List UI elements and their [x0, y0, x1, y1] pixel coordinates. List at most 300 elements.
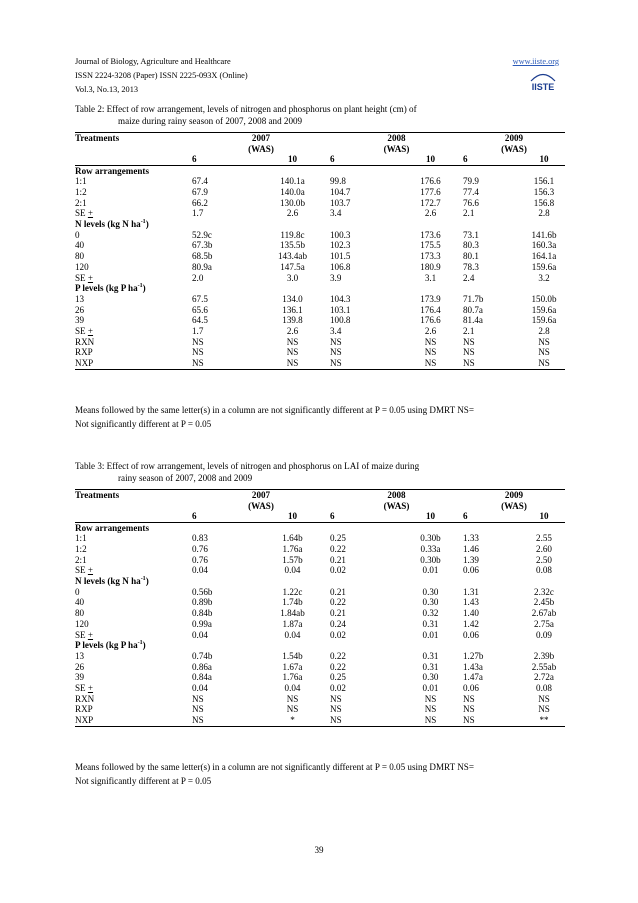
table-cell: 0.06 — [463, 629, 479, 640]
logo-arc — [531, 75, 555, 82]
table-cell: 0.22 — [330, 650, 346, 661]
table-cell: 143.4ab — [277, 251, 308, 262]
table-cell: 2.6 — [286, 208, 299, 219]
year-header-2009: 2009 — [463, 490, 565, 501]
week-10-header: 10 — [523, 511, 565, 522]
row-label: 2:1 — [75, 197, 87, 208]
journal-volume: Vol.3, No.13, 2013 — [75, 85, 138, 94]
plus-minus-sign: + — [87, 629, 94, 640]
table-cell: 67.4 — [192, 176, 208, 187]
table-cell: 2.8 — [538, 208, 550, 219]
section-row — [75, 576, 565, 587]
table-cell: 177.6 — [420, 186, 441, 197]
table-cell: 52.9c — [192, 229, 212, 240]
table-cell: 2.1 — [463, 208, 475, 219]
table-cell: 0.08 — [536, 565, 552, 576]
table-cell: 0.21 — [330, 554, 346, 565]
year-header-2008: 2008 — [330, 133, 463, 144]
row-label: RXN — [75, 693, 95, 704]
table-cell: NS — [255, 358, 330, 369]
row-label: 26 — [75, 304, 85, 315]
table-row — [75, 587, 565, 598]
section-row — [75, 522, 565, 533]
table-cell: 0.30b — [420, 533, 441, 544]
table-row — [75, 230, 565, 241]
table-cell: NS — [330, 704, 342, 715]
table-cell: NS — [424, 336, 437, 347]
section-title: N levels (kg N $ha^{-1}$) — [75, 218, 149, 230]
table-cell: 1.67a — [282, 661, 303, 672]
row-label: RXN — [75, 336, 95, 347]
row-label: 2:1 — [75, 554, 87, 565]
table-cell: 159.6a — [531, 261, 557, 272]
table-cell: NS — [286, 704, 299, 715]
table-cell: 3.0 — [286, 272, 299, 283]
row-label: RXP — [75, 347, 93, 358]
table-cell: 0.76 — [192, 554, 208, 565]
table-cell: 106.8 — [330, 261, 351, 272]
table-cell: 0.04 — [284, 683, 301, 694]
table-cell: NS — [538, 693, 550, 704]
table-cell: 173.3 — [420, 251, 441, 262]
table-row — [75, 337, 565, 348]
table-row — [75, 683, 565, 694]
table-cell: 0.84a — [192, 672, 212, 683]
table-cell: 1.33 — [463, 533, 479, 544]
row-label: SE + — [75, 208, 94, 219]
table-cell: 2.6 — [286, 326, 299, 337]
row-label: SE + — [75, 629, 94, 640]
table-cell: 130.0b — [279, 197, 305, 208]
table-cell: 100.8 — [330, 315, 351, 326]
table3-footnote — [75, 760, 565, 788]
table-cell: 0.06 — [463, 683, 479, 694]
table-row — [75, 672, 565, 683]
table-row — [75, 597, 565, 608]
plus-minus-sign: + — [87, 272, 94, 283]
table-cell: 0.04 — [192, 683, 208, 694]
table-row — [75, 619, 565, 630]
was-label: (WAS) — [248, 500, 274, 511]
table-cell: 0.99a — [192, 618, 212, 629]
table-cell: 0.01 — [422, 565, 439, 576]
table-cell: NS — [192, 358, 255, 369]
table-cell: 159.6a — [531, 315, 557, 326]
table-cell: NS — [192, 715, 255, 726]
table-cell: 147.5a — [280, 261, 305, 272]
table-cell: 164.1a — [531, 251, 557, 262]
table-cell: NS — [463, 336, 475, 347]
iiste-logo — [528, 68, 558, 94]
table-cell: 176.6 — [420, 315, 441, 326]
table-cell: 0.04 — [284, 565, 301, 576]
table-cell: 102.3 — [330, 240, 351, 251]
table-cell: 67.5 — [192, 293, 208, 304]
table-cell: 2.6 — [424, 208, 437, 219]
table-cell: 1.76a — [282, 672, 303, 683]
table3-caption-line2: rainy season of 2007, 2008 and 2009 — [118, 472, 253, 483]
table-row — [75, 176, 565, 187]
table-row — [75, 704, 565, 715]
table-cell: NS — [538, 336, 550, 347]
table2-caption-line1: Table 2: Effect of row arrangement, levels of nitrogen and phosphorus on plant height (cm) of — [75, 104, 417, 114]
table2 — [75, 132, 565, 370]
table-cell: NS — [538, 347, 550, 358]
row-label: 120 — [75, 261, 89, 272]
table3-footnote-line2: Not significantly different at P = 0.05 — [75, 776, 212, 786]
table-cell: 0.02 — [330, 565, 346, 576]
table-cell: 78.3 — [463, 261, 479, 272]
table-cell: 159.6a — [531, 304, 557, 315]
table-cell: 0.01 — [422, 683, 439, 694]
header-row-weeks — [75, 154, 565, 165]
table-cell: 0.89b — [192, 597, 213, 608]
journal-title: Journal of Biology, Agriculture and Healthcare — [75, 57, 231, 66]
table-cell: 1.57b — [282, 554, 303, 565]
table-cell: 0.01 — [422, 629, 439, 640]
table-cell: 172.7 — [420, 197, 441, 208]
row-label: 39 — [75, 672, 85, 683]
table-cell: 1.31 — [463, 586, 479, 597]
section-title-text: Row arrangements — [75, 165, 149, 176]
table-cell: 80.3 — [463, 240, 479, 251]
week-6-header: 6 — [463, 154, 523, 165]
week-10-header: 10 — [523, 154, 565, 165]
table-cell: 2.4 — [463, 272, 475, 283]
table-row — [75, 347, 565, 358]
table-cell: 139.8 — [282, 315, 303, 326]
table-cell: NS — [424, 693, 437, 704]
table-cell: 0.06 — [463, 565, 479, 576]
table-cell: NS — [330, 693, 342, 704]
table-cell: 3.4 — [330, 326, 342, 337]
table-cell: 1.84ab — [280, 608, 305, 619]
table-cell: 1.43 — [463, 597, 479, 608]
table-cell: 2.55ab — [531, 661, 557, 672]
section-title — [75, 522, 565, 533]
table-cell: 1.42 — [463, 618, 479, 629]
plus-minus-sign: + — [87, 683, 94, 694]
section-row — [75, 283, 565, 294]
table-cell: NS — [398, 715, 463, 726]
table-cell: 134.0 — [282, 293, 303, 304]
table-cell: 180.9 — [420, 261, 441, 272]
section-title-text: N levels (kg N ha — [75, 219, 141, 230]
table-cell: 68.5b — [192, 251, 213, 262]
plus-minus-sign: + — [87, 208, 94, 219]
table-cell: NS — [286, 347, 299, 358]
was-label: (WAS) — [501, 500, 527, 511]
table-cell: 1.27b — [463, 650, 484, 661]
table-cell: 2.60 — [536, 543, 552, 554]
table-cell: 77.4 — [463, 186, 479, 197]
section-title-text: P levels (kg P ha — [75, 640, 138, 651]
table-cell: NS — [538, 704, 550, 715]
table-cell: NS — [424, 704, 437, 715]
section-title-sup: -1 — [140, 575, 146, 582]
week-6-header: 6 — [192, 511, 255, 522]
table-cell: 2.75a — [534, 618, 554, 629]
table-row — [75, 305, 565, 316]
week-6-header: 6 — [192, 154, 255, 165]
table-cell: NS — [286, 336, 299, 347]
table-cell: 1.22c — [282, 586, 303, 597]
week-6-header: 6 — [330, 511, 398, 522]
row-label: 13 — [75, 293, 85, 304]
table-row — [75, 198, 565, 209]
row-label: 0 — [75, 586, 80, 597]
table-cell: 1.54b — [282, 650, 303, 661]
was-label: (WAS) — [383, 500, 410, 511]
table-row — [75, 326, 565, 337]
row-label: 1:1 — [75, 533, 87, 544]
table-row — [75, 294, 565, 305]
table-cell: NS — [523, 358, 565, 369]
table-cell: 0.32 — [422, 608, 439, 619]
blank-cell — [75, 511, 192, 522]
table-cell: 156.8 — [533, 197, 555, 208]
table-cell: 135.5b — [279, 240, 305, 251]
row-label: SE + — [75, 565, 94, 576]
table-cell: 71.7b — [463, 293, 484, 304]
blank-cell — [75, 154, 192, 165]
year-header-2007: 2007 — [192, 133, 330, 144]
table-cell: 2.72a — [534, 672, 554, 683]
table-cell: 0.31 — [422, 618, 439, 629]
table-cell: 2.32c — [534, 586, 554, 597]
section-title: P levels (kg P $ha^{-1}$) — [75, 283, 146, 294]
section-title-text: Row arrangements — [75, 522, 149, 533]
section-row — [75, 640, 565, 651]
table-cell: 0.04 — [192, 565, 208, 576]
table-row — [75, 533, 565, 544]
table-cell: 1.7 — [192, 208, 204, 219]
table-cell: 2.67ab — [531, 608, 557, 619]
table-cell: 0.22 — [330, 661, 346, 672]
table-cell: ** — [523, 715, 565, 726]
table-cell: 0.31 — [422, 661, 439, 672]
table-cell: 0.83 — [192, 533, 208, 544]
logo-text: IISTE — [531, 82, 555, 92]
table-cell: 0.04 — [284, 629, 301, 640]
table-cell: * — [255, 715, 330, 726]
row-label: RXP — [75, 704, 93, 715]
week-10-header: 10 — [398, 154, 463, 165]
table-cell: 2.6 — [424, 326, 437, 337]
table3-footnote-line1: Means followed by the same letter(s) in a column are not significantly different at P = 0.05 using DMRT NS= — [75, 762, 474, 772]
table2-footnote — [75, 403, 565, 431]
table-row — [75, 208, 565, 219]
table-cell: 175.5 — [420, 240, 441, 251]
table-cell: 2.39b — [533, 650, 555, 661]
section-title-sup: -1 — [137, 640, 143, 647]
header-row-was — [75, 144, 565, 155]
table2-caption — [75, 104, 565, 127]
header-row-years — [75, 490, 565, 501]
table-row — [75, 251, 565, 262]
treatments-header: Treatments — [75, 133, 192, 144]
section-row — [75, 165, 565, 176]
table-cell: 0.86a — [192, 661, 212, 672]
table-cell: 104.7 — [330, 186, 351, 197]
table-cell: 0.33a — [420, 543, 441, 554]
table-cell: 80.7a — [463, 304, 483, 315]
table-cell: 1.7 — [192, 326, 204, 337]
table-cell: 150.0b — [531, 293, 557, 304]
table-cell: 136.1 — [282, 304, 303, 315]
section-row — [75, 219, 565, 230]
table-cell: 0.30 — [422, 586, 439, 597]
table-cell: 3.9 — [330, 272, 342, 283]
table-cell: 0.22 — [330, 543, 346, 554]
section-title-text: N levels (kg N ha — [75, 576, 141, 587]
table-cell: 2.55 — [536, 533, 552, 544]
table-cell: 67.9 — [192, 186, 208, 197]
table-row — [75, 565, 565, 576]
table-row — [75, 240, 565, 251]
table-row — [75, 315, 565, 326]
table-cell: 0.76 — [192, 543, 208, 554]
week-10-header: 10 — [255, 511, 330, 522]
table-cell: 2.8 — [538, 326, 550, 337]
table-cell: 0.30 — [422, 672, 439, 683]
row-label: 39 — [75, 315, 85, 326]
table-cell: 3.2 — [538, 272, 550, 283]
table-cell: 0.02 — [330, 683, 346, 694]
table-cell: NS — [330, 358, 398, 369]
table2-caption-line2: maize during rainy season of 2007, 2008 and 2009 — [118, 115, 303, 126]
table-cell: 3.1 — [424, 272, 437, 283]
treatments-header: Treatments — [75, 490, 192, 501]
table-cell: 76.6 — [463, 197, 479, 208]
table-row — [75, 715, 565, 726]
table-cell: 0.21 — [330, 608, 346, 619]
table-cell: 1.39 — [463, 554, 479, 565]
table-cell: 1.46 — [463, 543, 479, 554]
table-cell: 64.5 — [192, 315, 208, 326]
table-cell: 0.22 — [330, 597, 346, 608]
table-row — [75, 273, 565, 284]
was-label: (WAS) — [501, 143, 527, 154]
table-cell: NS — [192, 693, 204, 704]
table-cell: 80.1 — [463, 251, 479, 262]
section-title-sup: -1 — [137, 283, 143, 290]
blank-cell — [75, 144, 192, 155]
table-cell: 66.2 — [192, 197, 208, 208]
row-label: SE + — [75, 326, 94, 337]
table3-caption — [75, 461, 565, 484]
row-label: 0 — [75, 229, 80, 240]
table-row — [75, 262, 565, 273]
table-cell: 0.24 — [330, 618, 346, 629]
row-label: 1:2 — [75, 543, 87, 554]
table-cell: 1.87a — [282, 618, 303, 629]
table-row — [75, 187, 565, 198]
table-cell: 2.45b — [533, 597, 555, 608]
table-cell: 1.47a — [463, 672, 483, 683]
table-cell: 1.40 — [463, 608, 479, 619]
row-label: SE + — [75, 683, 94, 694]
row-label: 1:2 — [75, 186, 87, 197]
table-cell: 2.0 — [192, 272, 204, 283]
table-cell: 0.30b — [420, 554, 441, 565]
table-cell: 81.4a — [463, 315, 483, 326]
table-cell: NS — [286, 693, 299, 704]
table-cell: NS — [192, 347, 204, 358]
table-cell: NS — [463, 715, 523, 726]
table-cell: NS — [463, 693, 475, 704]
header-row-was — [75, 501, 565, 512]
table-cell: NS — [463, 704, 475, 715]
table-cell: 103.7 — [330, 197, 351, 208]
table-cell: NS — [424, 347, 437, 358]
table-cell: 0.30 — [422, 597, 439, 608]
table-cell: 176.4 — [420, 304, 441, 315]
week-10-header: 10 — [398, 511, 463, 522]
table-cell: 101.5 — [330, 251, 351, 262]
row-label: 13 — [75, 650, 85, 661]
table-cell: 73.1 — [463, 229, 479, 240]
row-label: 40 — [75, 597, 85, 608]
row-label: 120 — [75, 618, 89, 629]
table-cell: 2.1 — [463, 326, 475, 337]
table-cell: 173.6 — [420, 229, 441, 240]
table-cell: 160.3a — [531, 240, 557, 251]
year-header-2007: 2007 — [192, 490, 330, 501]
header-row-weeks — [75, 511, 565, 522]
header-row-years — [75, 133, 565, 144]
table-cell: 0.25 — [330, 672, 346, 683]
table-cell: 0.31 — [422, 650, 439, 661]
page-number: 39 — [314, 845, 324, 855]
table-cell: 140.1a — [280, 176, 305, 187]
table-cell: 65.6 — [192, 304, 208, 315]
was-label: (WAS) — [383, 143, 410, 154]
table-cell: 0.84b — [192, 608, 213, 619]
table-cell: 2.50 — [536, 554, 552, 565]
table-cell: 0.08 — [536, 683, 552, 694]
section-title-text: P levels (kg P ha — [75, 283, 138, 294]
table-row — [75, 694, 565, 705]
year-header-2008: 2008 — [330, 490, 463, 501]
table-cell: NS — [192, 704, 204, 715]
table-cell: 103.1 — [330, 304, 351, 315]
table-row — [75, 651, 565, 662]
table-cell: 119.8c — [280, 229, 305, 240]
table-cell: 0.56b — [192, 586, 213, 597]
week-10-header: 10 — [255, 154, 330, 165]
table-cell: 1.64b — [282, 533, 303, 544]
table-cell: NS — [463, 358, 523, 369]
table-cell: 99.8 — [330, 176, 346, 187]
section-title — [75, 165, 565, 176]
table2-footnote-line1: Means followed by the same letter(s) in a column are not significantly different at P = 0.05 using DMRT NS= — [75, 405, 474, 415]
table-cell: NS — [330, 336, 342, 347]
table-cell: NS — [463, 347, 475, 358]
table-row — [75, 358, 565, 369]
was-label: (WAS) — [248, 143, 274, 154]
table-cell: 0.09 — [536, 629, 552, 640]
plus-minus-sign: + — [87, 326, 94, 337]
row-label: 40 — [75, 240, 85, 251]
week-6-header: 6 — [463, 511, 523, 522]
table3 — [75, 489, 565, 727]
table-cell: 80.9a — [192, 261, 212, 272]
table-cell: 156.1 — [533, 176, 555, 187]
table-cell: 1.43a — [463, 661, 483, 672]
journal-url-link[interactable]: www.iiste.org — [512, 57, 559, 66]
table-cell: 173.9 — [420, 293, 441, 304]
